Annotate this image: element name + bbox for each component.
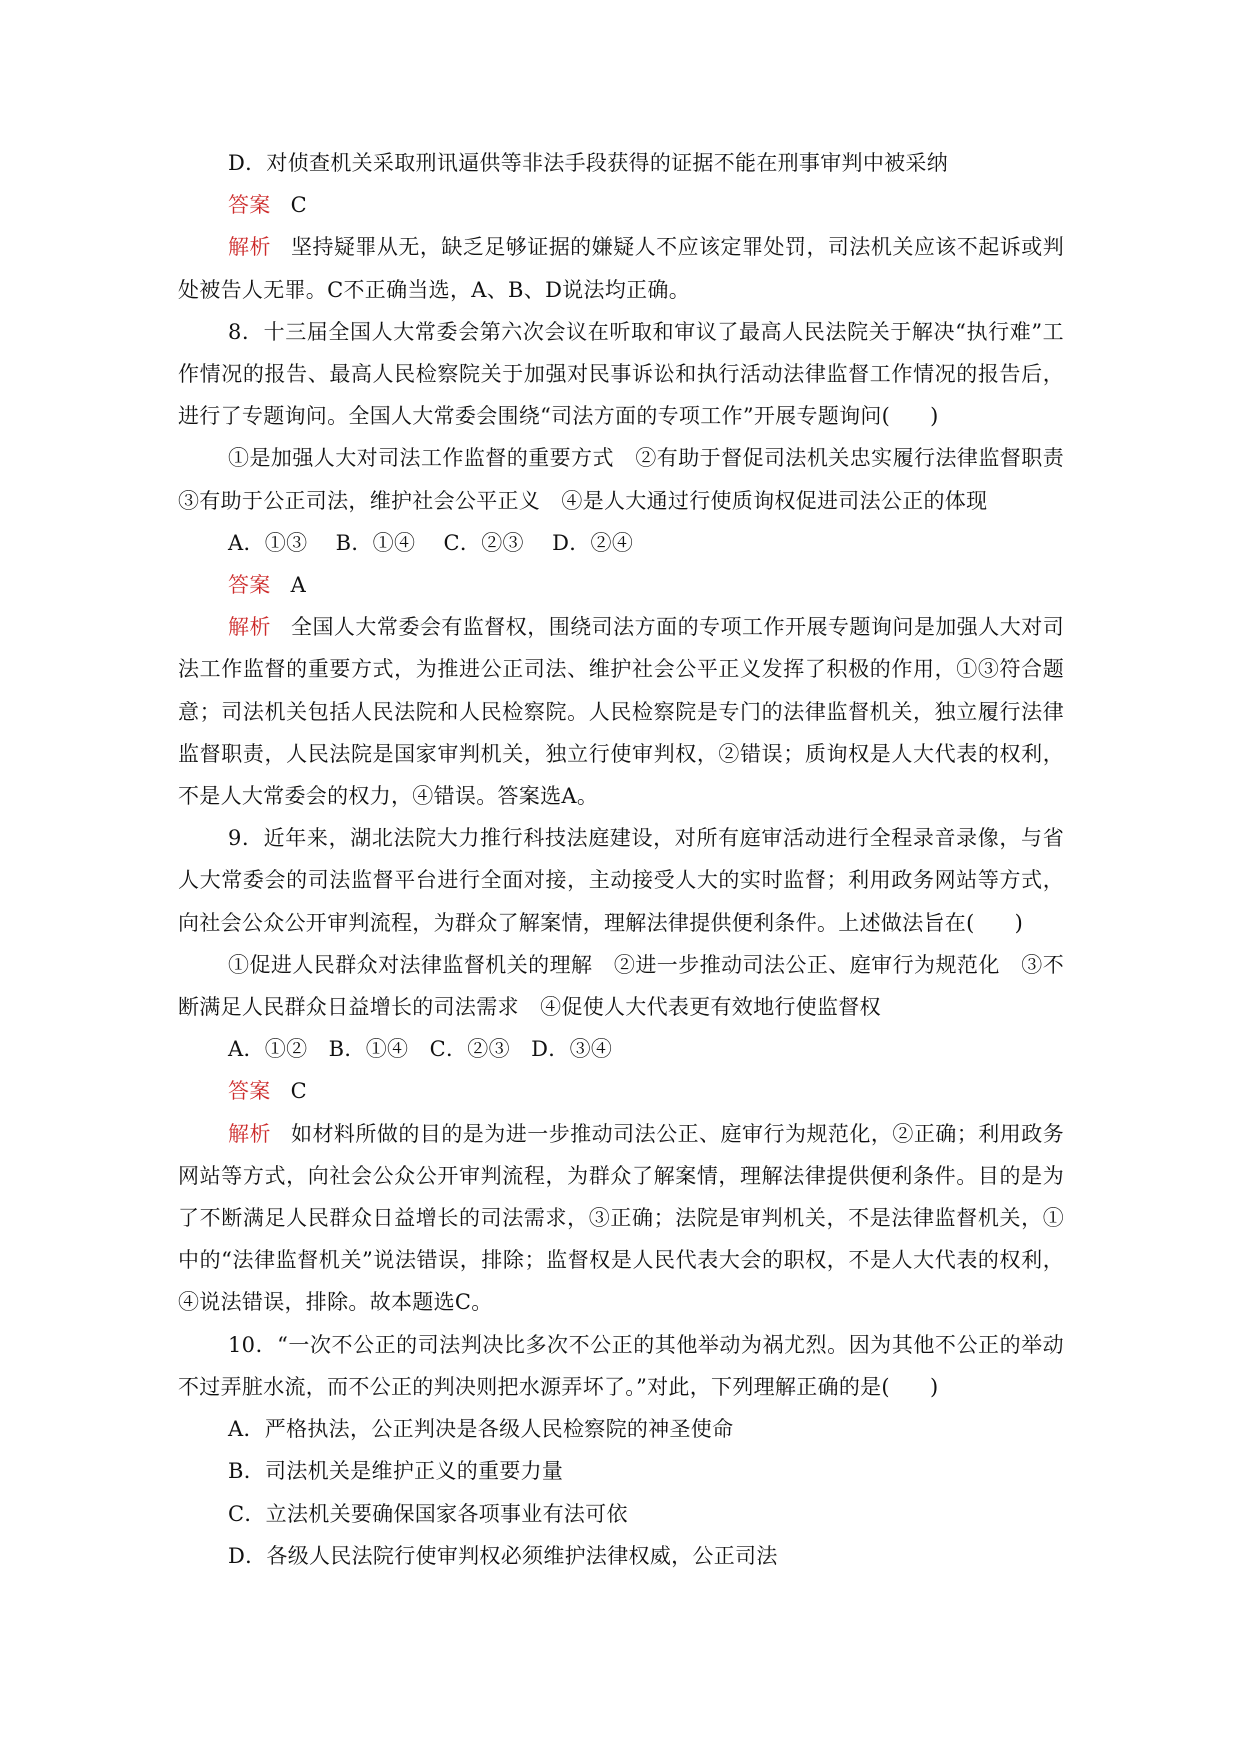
q8-answer: [178, 564, 1064, 606]
analysis-label: 解析: [228, 615, 271, 640]
answer-value: A: [290, 573, 307, 598]
analysis-text: 全国人大常委会有监督权，围绕司法方面的专项工作开展专题询问是加强人大对司法工作监督的重要方式，为推进公正司法、维护社会公平正义发挥了积极的作用，①③符合题意；司法机关包括人民法院和人民检察院。人民检察院是专门的法律监督机关，独立履行法律监督职责，人民法院是国家审判机关，独立行使审判权，②错误；质询权是人大代表的权利，不是人大常委会的权力，④错误。答案选A。: [178, 615, 1065, 809]
analysis-label: 解析: [228, 1121, 271, 1146]
q9-analysis: [178, 1113, 1064, 1324]
analysis-text: 如材料所做的目的是为进一步推动司法公正、庭审行为规范化，②正确；利用政务网站等方式，向社会公众公开审判流程，为群众了解案情，理解法律提供便利条件。目的是为了不断满足人民群众日益增长的司法需求，③正确；法院是审判机关，不是法律监督机关，①中的“法律监督机关”说法错误，排除；监督权是人民代表大会的职权，不是人大代表的权利，④说法错误，排除。故本题选C。: [178, 1121, 1065, 1315]
q9-options: A．①② B．①④ C．②③ D．③④: [228, 1037, 613, 1062]
q7-answer: [178, 184, 1064, 226]
q8-options: A．①③ B．①④ C．②③ D．②④: [228, 530, 634, 555]
q8-statements: ①是加强人大对司法工作监督的重要方式 ②有助于督促司法机关忠实履行法律监督职责 ③有助于公正司法，维护社会公平正义 ④是人大通过行使质询权促进司法公正的体现: [178, 446, 1086, 513]
q10-option-d: D．各级人民法院行使审判权必须维护法律权威，公正司法: [228, 1543, 778, 1568]
q10-option-a: A．严格执法，公正判决是各级人民检察院的神圣使命: [228, 1417, 734, 1442]
q10-option-b: B．司法机关是维护正义的重要力量: [228, 1459, 564, 1484]
q8-analysis: [178, 606, 1064, 817]
q10-stem-close: ): [929, 1374, 939, 1399]
q7-option-d: D．对侦查机关采取刑讯逼供等非法手段获得的证据不能在刑事审判中被采纳: [228, 151, 949, 175]
answer-label: 答案: [228, 1079, 271, 1104]
answer-value: C: [290, 1079, 307, 1104]
q10-stem-text: 10．“一次不公正的司法判决比多次不公正的其他举动为祸尤烈。因为其他不公正的举动不过弄脏水流，而不公正的判决则把水源弄坏了。”对此，下列理解正确的是(: [178, 1332, 1064, 1399]
q9-stem-text: 9．近年来，湖北法院大力推行科技法庭建设，对所有庭审活动进行全程录音录像，与省人大常委会的司法监督平台进行全面对接，主动接受人大的实时监督；利用政务网站等方式，向社会公众公开审判流程，为群众了解案情，理解法律提供便利条件。上述做法旨在(: [178, 826, 1064, 935]
analysis-text: 坚持疑罪从无，缺乏足够证据的嫌疑人不应该定罪处罚，司法机关应该不起诉或判处被告人无罪。C不正确当选，A、B、D说法均正确。: [178, 235, 1065, 302]
q8-stem-close: ): [930, 404, 939, 429]
q8-stem: [178, 311, 1064, 438]
q9-stem: [178, 817, 1064, 944]
q9-answer: [178, 1070, 1064, 1112]
document-page: [178, 142, 1086, 1577]
q10-stem: [178, 1324, 1064, 1408]
q9-statements: ①促进人民群众对法律监督机关的理解 ②进一步推动司法公正、庭审行为规范化 ③不断满足人民群众日益增长的司法需求 ④促使人大代表更有效地行使监督权: [178, 952, 1064, 1020]
q10-option-c: C．立法机关要确保国家各项事业有法可依: [228, 1501, 628, 1526]
analysis-label: 解析: [228, 235, 271, 260]
q7-analysis: [178, 226, 1064, 310]
answer-label: 答案: [228, 573, 271, 598]
q9-stem-close: ): [1014, 910, 1024, 935]
answer-label: 答案: [228, 193, 271, 218]
answer-value: C: [290, 193, 307, 218]
q8-stem-text: 8．十三届全国人大常委会第六次会议在听取和审议了最高人民法院关于解决“执行难”工作情况的报告、最高人民检察院关于加强对民事诉讼和执行活动法律监督工作情况的报告后，进行了专题询问。全国人大常委会围绕“司法方面的专项工作”开展专题询问(: [178, 319, 1064, 429]
